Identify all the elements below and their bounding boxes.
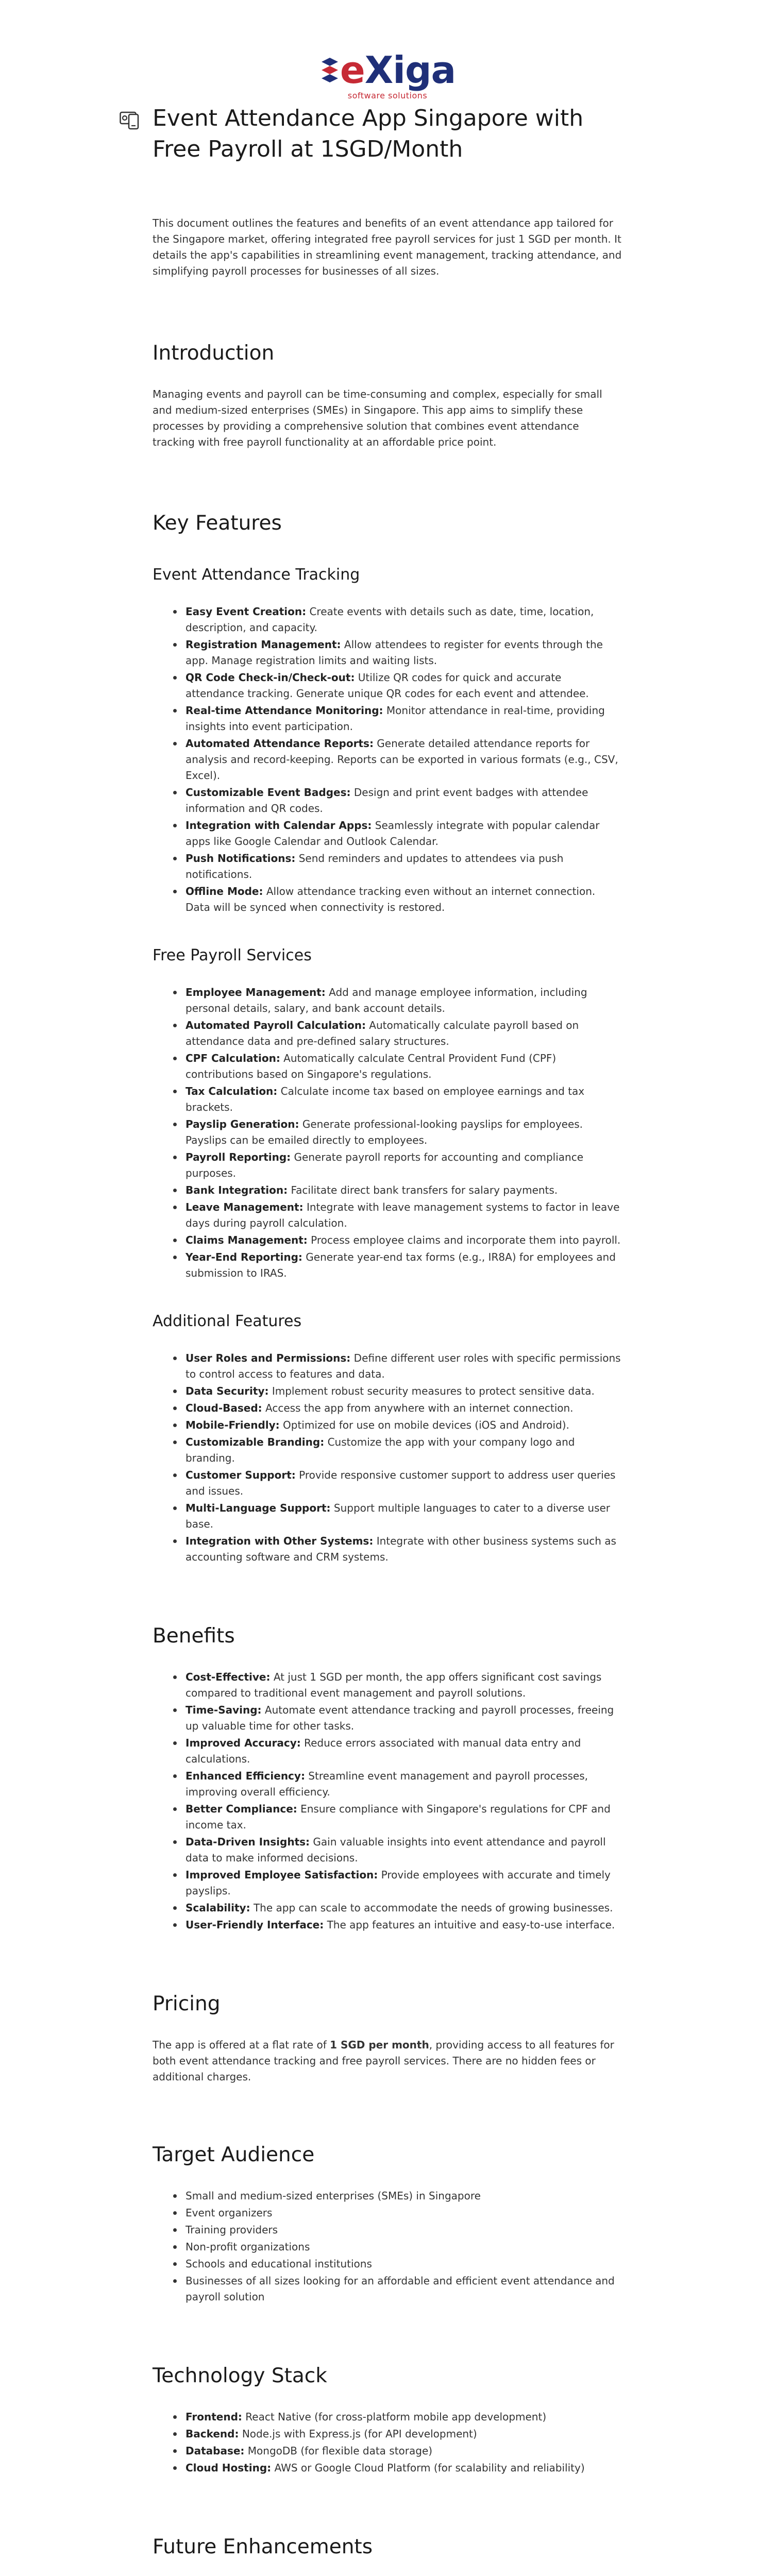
list-item-desc: Streamline event management and payroll processes, improving overall efficiency. [186,1770,588,1798]
list-item-desc: Allow attendees to register for events through the app. Manage registration limits and waiting lists. [186,638,603,667]
list-item [186,1669,622,1701]
list-item [186,2426,622,2442]
pricing-paragraph: The app is offered at a flat rate of 1 SGD per month, providing access to all features for both event attendance tracking and free payroll services. There are no hidden fees or additional charges. [153,2039,614,2083]
list-item [186,2443,622,2459]
list-item-term: Mobile-Friendly: [186,1419,280,1431]
list-item-term: Improved Accuracy: [186,1737,301,1749]
introduction-heading: Introduction [153,342,275,365]
list-item [186,604,622,636]
list-item-desc: Utilize QR codes for quick and accurate attendance tracking. Generate unique QR codes for each event and attendee. [186,671,589,700]
list-item [186,1018,622,1049]
list-item [186,2409,622,2425]
list-item-term: Data Security: [186,1385,269,1397]
event-tracking-heading: Event Attendance Tracking [153,566,360,584]
audience-list [153,2188,622,2305]
list-item-term: Better Compliance: [186,1803,297,1815]
list-item [186,1199,622,1231]
list-item-desc: Node.js with Express.js (for API development) [239,2428,477,2440]
document-body [153,103,622,2576]
list-item-desc: Allow attendance tracking even without an internet connection. Data will be synced when connectivity is restored. [186,885,596,913]
list-item [186,1735,622,1767]
list-item-desc: Automatically calculate payroll based on attendance data and pre-defined salary structures. [186,1019,579,1047]
list-item-desc: The app features an intuitive and easy-to-use interface. [324,1919,615,1931]
list-item-term: QR Code Check-in/Check-out: [186,671,355,684]
list-item-desc: Integrate with other business systems such as accounting software and CRM systems. [186,1535,616,1563]
list-item-term: Multi-Language Support: [186,1502,331,1514]
payroll-heading: Free Payroll Services [153,946,312,964]
list-item: Schools and educational institutions [186,2256,622,2272]
list-item [186,851,622,883]
tech-stack-list [153,2409,622,2476]
title-row [153,103,622,165]
list-item [186,1702,622,1734]
list-item [186,1400,622,1416]
future-heading: Future Enhancements [153,2535,373,2558]
list-item-desc: Generate year-end tax forms (e.g., IR8A) for employees and submission to IRAS. [186,1251,616,1279]
list-item [186,1801,622,1833]
list-item-desc: Generate professional-looking payslips for employees. Payslips can be emailed directly to employees. [186,1118,583,1146]
list-item-desc: Facilitate direct bank transfers for salary payments. [288,1184,558,1196]
list-item-term: Cost-Effective: [186,1671,271,1683]
list-item-desc: Integrate with leave management systems to factor in leave days during payroll calculation. [186,1201,620,1229]
tech-stack-heading: Technology Stack [153,2364,327,2387]
list-item-term: Cloud Hosting: [186,2462,272,2474]
list-item-term: Frontend: [186,2411,242,2423]
logo-mark-icon [319,56,340,84]
list-item-desc: Automate event attendance tracking and payroll processes, freeing up valuable time for other tasks. [186,1704,614,1732]
list-item-term: Cloud-Based: [186,1402,262,1414]
list-item [186,1867,622,1899]
list-item [186,670,622,702]
list-item-term: Claims Management: [186,1234,308,1246]
list-item-desc: Send reminders and updates to attendees via push notifications. [186,852,564,880]
list-item [186,785,622,817]
list-item-desc: Provide employees with accurate and timely payslips. [186,1869,611,1897]
list-item-desc: MongoDB (for flexible data storage) [244,2445,433,2457]
list-item-term: Time-Saving: [186,1704,262,1716]
introduction-paragraph: Managing events and payroll can be time-consuming and complex, especially for small and medium-sized enterprises (SMEs) in Singapore. This app aims to simplify these processes by providing a comprehensive solution that combines event attendance tracking with free payroll functionality at an affordable price point. [153,388,602,448]
audience-heading: Target Audience [153,2143,315,2166]
list-item [186,703,622,735]
list-item-term: Customer Support: [186,1469,296,1481]
list-item [186,1917,622,1933]
list-item-term: Bank Integration: [186,1184,288,1196]
list-item-desc: AWS or Google Cloud Platform (for scalability and reliability) [271,2462,585,2474]
list-item-desc: Automatically calculate Central Provident Fund (CPF) contributions based on Singapore's regulations. [186,1052,557,1080]
page-title: Event Attendance App Singapore with Free Payroll at 1SGD/Month [153,105,584,162]
list-item-desc: Add and manage employee information, including personal details, salary, and bank account details. [186,986,587,1014]
list-item-term: Employee Management: [186,986,326,998]
list-item-term: Integration with Other Systems: [186,1535,374,1547]
additional-features-list [153,1350,622,1565]
list-item-term: Year-End Reporting: [186,1251,302,1263]
list-item-term: Offline Mode: [186,885,263,897]
list-item-desc: At just 1 SGD per month, the app offers significant cost savings compared to traditional event management and payroll solutions. [186,1671,602,1699]
list-item [186,1249,622,1281]
list-item-desc: Gain valuable insights into event attendance and payroll data to make informed decisions. [186,1836,606,1864]
list-item-term: Customizable Branding: [186,1436,325,1448]
list-item-term: Tax Calculation: [186,1085,278,1097]
list-item-term: Customizable Event Badges: [186,786,351,799]
list-item-desc: Process employee claims and incorporate them into payroll. [307,1234,621,1246]
list-item [186,1417,622,1433]
list-item: Event organizers [186,2205,622,2221]
list-item-desc: Design and print event badges with attendee information and QR codes. [186,786,588,815]
list-item-desc: Monitor attendance in real-time, providing insights into event participation. [186,704,605,733]
list-item [186,637,622,669]
list-item [186,818,622,850]
list-item [186,1467,622,1499]
list-item-term: Leave Management: [186,1201,304,1213]
list-item [186,1050,622,1082]
list-item [186,1834,622,1866]
list-item-desc: Ensure compliance with Singapore's regulations for CPF and income tax. [186,1803,611,1831]
list-item [186,1383,622,1399]
logo-tagline: software solutions [347,91,428,100]
list-item-desc: Customize the app with your company logo and branding. [186,1436,575,1464]
list-item-term: Data-Driven Insights: [186,1836,310,1848]
list-item-term: CPF Calculation: [186,1052,280,1064]
list-item-term: User-Friendly Interface: [186,1919,324,1931]
list-item-desc: Optimized for use on mobile devices (iOS and Android). [279,1419,569,1431]
list-item-term: Improved Employee Satisfaction: [186,1869,378,1881]
list-item [186,2460,622,2476]
list-item-term: Payslip Generation: [186,1118,299,1130]
list-item-desc: The app can scale to accommodate the needs of growing businesses. [250,1902,613,1914]
list-item-term: Payroll Reporting: [186,1151,291,1163]
list-item [186,1083,622,1115]
list-item-desc: Generate payroll reports for accounting and compliance purposes. [186,1151,583,1179]
list-item [186,1500,622,1532]
list-item: Training providers [186,2222,622,2238]
pricing-heading: Pricing [153,1992,221,2015]
benefits-heading: Benefits [153,1624,235,1648]
app-payroll-icon [120,109,141,130]
list-item-desc: Generate detailed attendance reports for analysis and record-keeping. Reports can be exported in various formats (e.g., CSV, Excel). [186,737,618,782]
list-item-desc: React Native (for cross-platform mobile app development) [242,2411,547,2423]
list-item [186,1149,622,1181]
list-item-desc: Reduce errors associated with manual data entry and calculations. [186,1737,581,1765]
list-item-term: User Roles and Permissions: [186,1352,351,1364]
list-item-term: Scalability: [186,1902,250,1914]
list-item [186,1182,622,1198]
list-item-desc: Provide responsive customer support to address user queries and issues. [186,1469,616,1497]
list-item-desc: Create events with details such as date, time, location, description, and capacity. [186,605,594,634]
list-item [186,1768,622,1800]
list-item-term: Enhanced Efficiency: [186,1770,305,1782]
company-logo [0,48,775,100]
list-item-desc: Calculate income tax based on employee earnings and tax brackets. [186,1085,585,1113]
event-tracking-list [153,604,622,916]
list-item [186,1434,622,1466]
list-item [186,736,622,784]
list-item-term: Easy Event Creation: [186,605,307,618]
list-item-term: Automated Payroll Calculation: [186,1019,366,1031]
list-item-term: Push Notifications: [186,852,296,865]
list-item [186,1350,622,1382]
list-item-term: Integration with Calendar Apps: [186,819,372,832]
list-item [186,1533,622,1565]
list-item-term: Automated Attendance Reports: [186,737,374,750]
list-item-term: Database: [186,2445,245,2457]
list-item [186,1116,622,1148]
list-item-desc: Access the app from anywhere with an internet connection. [262,1402,574,1414]
list-item: Businesses of all sizes looking for an affordable and efficient event attendance and payroll solution [186,2273,622,2305]
additional-features-heading: Additional Features [153,1312,302,1330]
list-item [186,1232,622,1248]
list-item-term: Backend: [186,2428,239,2440]
list-item [186,985,622,1016]
pricing-highlight: 1 SGD per month [330,2039,429,2051]
logo-wordmark: eXiga [340,48,456,92]
list-item [186,884,622,916]
list-item-desc: Support multiple languages to cater to a diverse user base. [186,1502,611,1530]
intro-paragraph: This document outlines the features and benefits of an event attendance app tailored for the Singapore market, offering integrated free payroll services for just 1 SGD per month. It details the app's capabilities in streamlining event management, tracking attendance, and simplifying payroll processes for businesses of all sizes. [153,217,622,277]
list-item: Non-profit organizations [186,2239,622,2255]
list-item [186,1900,622,1916]
list-item-desc: Implement robust security measures to protect sensitive data. [268,1385,595,1397]
key-features-heading: Key Features [153,512,282,535]
list-item-desc: Seamlessly integrate with popular calendar apps like Google Calendar and Outlook Calendar. [186,819,600,848]
list-item-term: Real-time Attendance Monitoring: [186,704,383,717]
list-item-desc: Define different user roles with specific permissions to control access to features and data. [186,1352,621,1380]
benefits-list [153,1669,622,1933]
list-item-term: Registration Management: [186,638,341,651]
payroll-list [153,985,622,1281]
list-item: Small and medium-sized enterprises (SMEs) in Singapore [186,2188,622,2204]
